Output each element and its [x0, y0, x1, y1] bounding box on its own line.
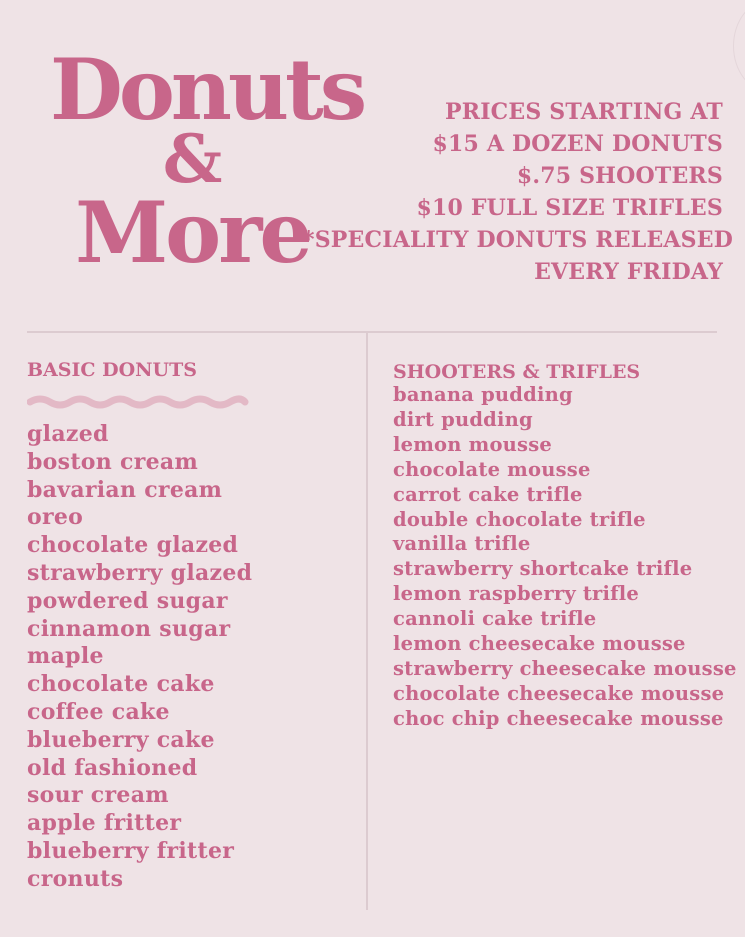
vertical-divider — [366, 333, 368, 910]
list-item: chocolate glazed — [27, 532, 239, 559]
list-item: blueberry fritter — [27, 837, 235, 864]
list-item: dirt pudding — [393, 407, 533, 431]
logo-line-donuts: Donuts — [50, 40, 364, 139]
list-item: apple fritter — [27, 810, 182, 837]
list-item: vanilla trifle — [393, 532, 531, 556]
list-item: cronuts — [27, 865, 124, 892]
price-line: $15 A DOZEN DONUTS — [432, 131, 723, 157]
list-item: lemon raspberry trifle — [393, 582, 639, 606]
logo-line-more: More — [75, 183, 310, 282]
horizontal-divider — [27, 331, 717, 333]
bottom-edge — [0, 937, 745, 941]
list-item: cinnamon sugar — [27, 615, 231, 642]
list-item: banana pudding — [393, 383, 573, 406]
list-item: strawberry cheesecake mousse — [393, 656, 737, 680]
list-item: oreo — [27, 504, 84, 531]
list-item: old fashioned — [27, 754, 198, 781]
shooters-trifles-heading: SHOOTERS & TRIFLES — [393, 361, 641, 383]
price-line: $10 FULL SIZE TRIFLES — [416, 195, 723, 221]
list-item: lemon cheesecake mousse — [393, 632, 686, 656]
list-item: boston cream — [27, 448, 199, 475]
price-list — [303, 96, 734, 288]
list-item: strawberry glazed — [27, 559, 253, 586]
list-item: chocolate cake — [27, 671, 215, 698]
corner-decoration — [733, 0, 745, 92]
list-item: double chocolate trifle — [393, 507, 646, 531]
list-item: bavarian cream — [27, 476, 223, 503]
list-item: glazed — [27, 421, 109, 447]
list-item: coffee cake — [27, 698, 170, 725]
list-item: maple — [27, 643, 104, 670]
price-line: $.75 SHOOTERS — [516, 163, 723, 189]
list-item: chocolate cheesecake mousse — [393, 681, 725, 705]
list-item: blueberry cake — [27, 726, 215, 753]
list-item: lemon mousse — [393, 432, 552, 456]
price-line: *SPECIALITY DONUTS RELEASED — [303, 227, 734, 253]
logo — [50, 40, 364, 282]
price-line: PRICES STARTING AT — [444, 99, 723, 125]
shooters-trifles-list — [393, 383, 737, 732]
logo-line-ampersand: & — [162, 120, 223, 198]
list-item: cannoli cake trifle — [393, 607, 597, 631]
list-item: choc chip cheesecake mousse — [393, 706, 724, 730]
price-line: EVERY FRIDAY — [534, 259, 723, 285]
list-item: chocolate mousse — [393, 457, 591, 481]
basic-donuts-heading: BASIC DONUTS — [27, 359, 197, 381]
list-item: powdered sugar — [27, 587, 228, 614]
basic-donuts-list — [27, 421, 252, 894]
list-item: carrot cake trifle — [393, 482, 583, 506]
wave-divider-icon — [27, 394, 249, 418]
list-item: strawberry shortcake trifle — [393, 557, 693, 581]
list-item: sour cream — [27, 782, 169, 809]
